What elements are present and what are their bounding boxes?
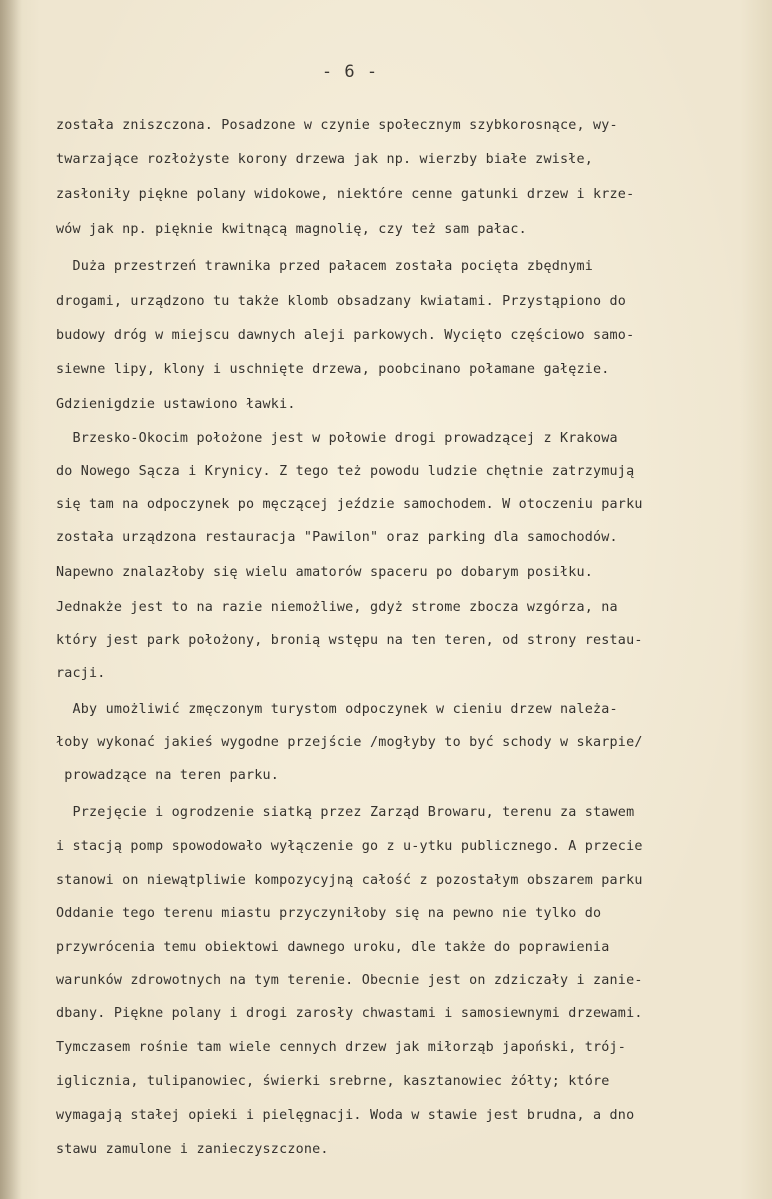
- text-line: drogami, urządzono tu także klomb obsadzany kwiatami. Przystąpiono do: [56, 294, 627, 309]
- text-line: Duża przestrzeń trawnika przed pałacem została pocięta zbędnymi: [56, 259, 594, 274]
- text-line: który jest park położony, bronią wstępu na ten teren, od strony restau-: [56, 633, 643, 648]
- text-line: iglicznia, tulipanowiec, świerki srebrne, kasztanowiec żółty; które: [56, 1074, 610, 1089]
- text-line: wymagają stałej opieki i pielęgnacji. Woda w stawie jest brudna, a dno: [56, 1108, 635, 1123]
- text-line: łoby wykonać jakieś wygodne przejście /mogłyby to być schody w skarpie/: [56, 735, 643, 750]
- text-line: została zniszczona. Posadzone w czynie społecznym szybkorosnące, wy-: [56, 118, 618, 133]
- text-line: budowy dróg w miejscu dawnych alejі parkowych. Wycięto częściowo samo-: [56, 328, 635, 343]
- text-line: siewne lipy, klony i uschnięte drzewa, poobcinano połamane gałęzie.: [56, 362, 610, 377]
- text-line: przywrócenia temu obiektowi dawnego uroku, dle także do poprawienia: [56, 940, 610, 955]
- text-line: wów jak np. pięknie kwitnącą magnolię, czy też sam pałac.: [56, 222, 527, 237]
- text-line: Aby umożliwić zmęczonym turystom odpoczynek w cieniu drzew należa-: [56, 702, 618, 717]
- text-line: zasłoniły piękne polany widokowe, niektóre cenne gatunki drzew i krze-: [56, 187, 635, 202]
- text-line: Brzesko-Okocim położone jest w połowie drogi prowadzącej z Krakowa: [56, 431, 618, 446]
- text-line: stawu zamulone i zanieczyszczone.: [56, 1142, 329, 1157]
- text-line: Jednakże jest to na razie niemożliwe, gdyż strome zbocza wzgórza, na: [56, 600, 618, 615]
- text-line: została urządzona restauracja "Pawilon" oraz parking dla samochodów.: [56, 530, 618, 545]
- text-line: Napewno znalazłoby się wielu amatorów spaceru po dobarym posiłku.: [56, 565, 594, 580]
- text-line: Przejęcie i ogrodzenie siatką przez Zarząd Browaru, terenu za stawem: [56, 805, 635, 820]
- page-number: - 6 -: [321, 62, 379, 82]
- text-line: Tymczasem rośnie tam wiele cennych drzew jak miłorząb japoński, trój-: [56, 1040, 627, 1055]
- text-line: Oddanie tego terenu miastu przyczyniłoby się na pewno nie tylko do: [56, 906, 602, 921]
- text-line: twarzające rozłożyste korony drzewa jak np. wierzby białe zwisłe,: [56, 152, 594, 167]
- page-binding-shadow: [0, 0, 22, 1199]
- text-line: stanowi on niewątpliwie kompozycyjną całość z pozostałym obszarem parku: [56, 873, 643, 888]
- text-line: racji.: [56, 666, 106, 681]
- text-line: dbany. Piękne polany i drogi zarosły chwastami i samosiewnymi drzewami.: [56, 1006, 643, 1021]
- text-line: się tam na odpoczynek po męczącej jeździe samochodem. W otoczeniu parku: [56, 497, 643, 512]
- text-line: warunków zdrowotnych na tym terenie. Obecnie jest on zdziczały i zanie-: [56, 973, 643, 988]
- text-line: i stacją pomp spowodowało wyłączenie go z u-ytku publicznego. A przecie: [56, 839, 643, 854]
- text-line: prowadzące na teren parku.: [56, 768, 280, 783]
- text-line: Gdzienigdzie ustawiono ławki.: [56, 397, 296, 412]
- text-line: do Nowego Sącza i Krynicy. Z tego też powodu ludzie chętnie zatrzymują: [56, 464, 635, 479]
